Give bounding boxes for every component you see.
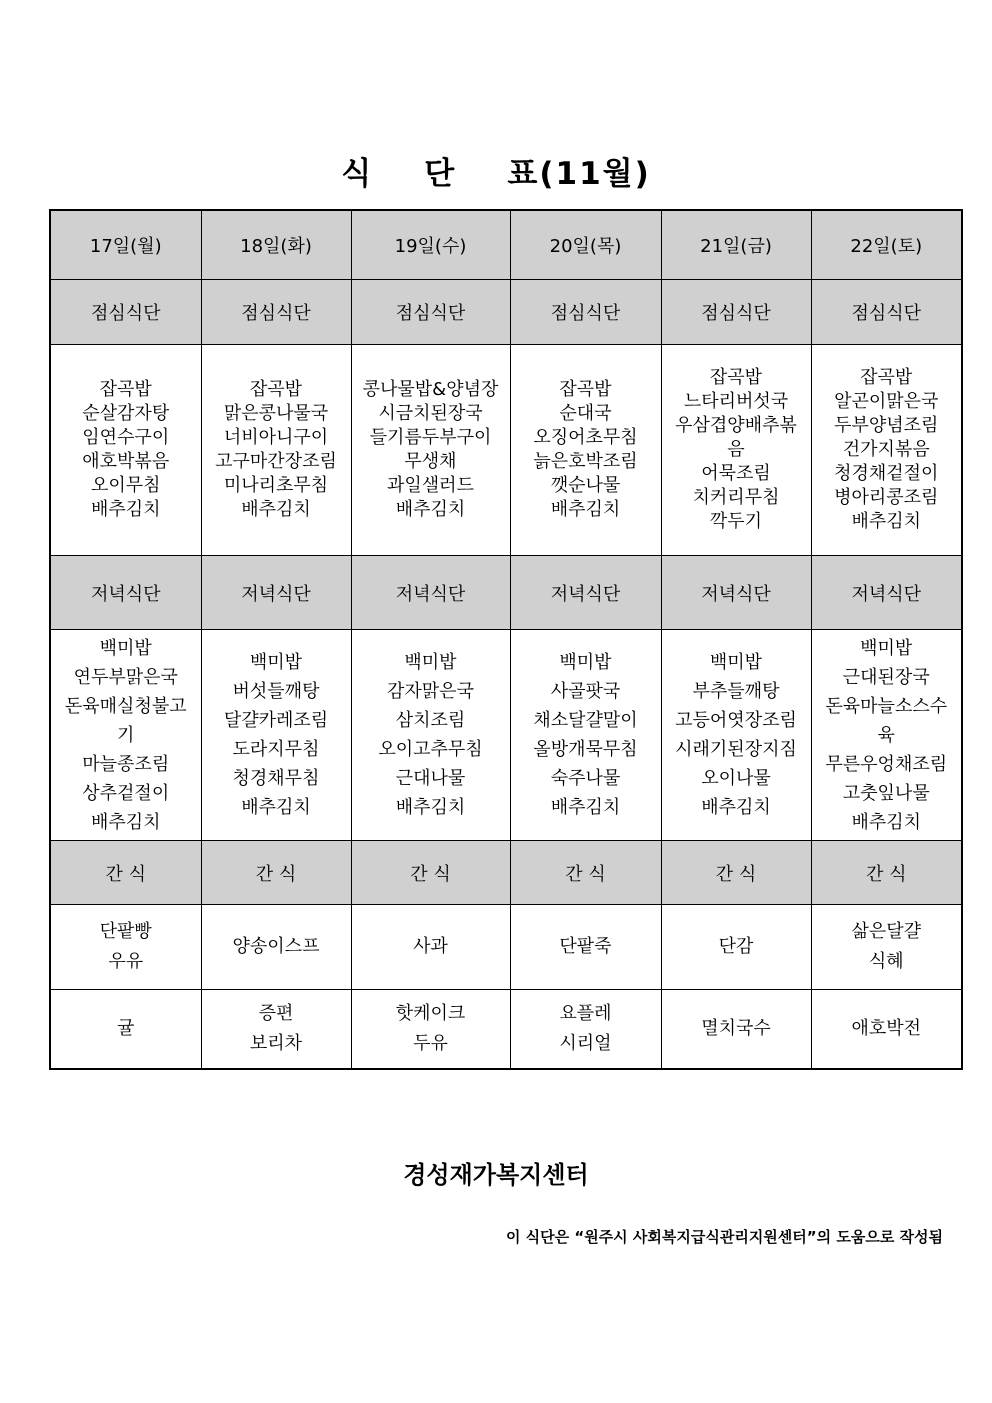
dinner-label: 저녁식단 — [50, 556, 201, 630]
menu-item: 연두부맑은국 — [73, 666, 178, 688]
snack-label: 간 식 — [50, 841, 201, 905]
menu-item: 오이고추무침 — [378, 739, 483, 760]
day-header-row — [50, 210, 962, 280]
menu-item: 배추김치 — [90, 499, 161, 520]
snack-label: 간 식 — [201, 841, 351, 905]
snack-label: 간 식 — [510, 841, 661, 905]
menu-item: 육 — [877, 724, 895, 746]
menu-item: 상추겉절이 — [82, 782, 170, 804]
menu-item: 도라지무침 — [232, 739, 320, 760]
menu-item: 고춧잎나물 — [842, 782, 930, 804]
day-header: 20일(목) — [510, 210, 661, 280]
menu-item: 우삼겹양배추볶 — [675, 415, 797, 436]
menu-item: 무른우엉채조림 — [825, 753, 948, 775]
menu-item: 멸치국수 — [701, 1018, 771, 1039]
menu-item: 백미밥 — [860, 637, 913, 659]
menu-item: 백미밥 — [99, 637, 152, 659]
dinner-header-row — [50, 556, 962, 630]
menu-item: 근대된장국 — [842, 666, 930, 688]
menu-item: 버섯들깨탕 — [232, 681, 320, 702]
menu-item: 오이나물 — [701, 768, 771, 789]
menu-item: 두유 — [413, 1033, 448, 1054]
snack-cell — [201, 905, 351, 990]
snack-cell — [351, 905, 510, 990]
menu-item: 배추김치 — [851, 811, 922, 833]
page-title: 식 단 표(11월) — [341, 156, 651, 192]
menu-item: 느타리버섯국 — [683, 391, 789, 412]
menu-item: 보리차 — [249, 1033, 303, 1054]
menu-item: 잡곡밥 — [709, 367, 763, 388]
menu-item: 감자맑은국 — [387, 681, 474, 702]
snack-cell — [510, 905, 661, 990]
menu-item: 사과 — [413, 936, 448, 957]
lunch-label: 점심식단 — [811, 280, 962, 345]
snack-label: 간 식 — [661, 841, 811, 905]
menu-item: 요플레 — [559, 1003, 612, 1024]
day-header: 19일(수) — [351, 210, 510, 280]
menu-item: 우유 — [108, 951, 144, 972]
menu-item: 백미밥 — [559, 652, 612, 673]
footer-note: 이 식단은 “원주시 사회복지급식관리지원센터”의 도움으로 작성됨 — [505, 1228, 943, 1246]
day-header: 22일(토) — [811, 210, 962, 280]
menu-item: 잡곡밥 — [860, 367, 913, 388]
snack-row-2 — [50, 990, 962, 1070]
dinner-label: 저녁식단 — [351, 556, 510, 630]
menu-item: 순살감자탕 — [82, 403, 170, 424]
menu-item: 숙주나물 — [550, 768, 621, 789]
menu-item: 배추김치 — [241, 499, 311, 520]
menu-item: 달걀카레조림 — [223, 710, 329, 731]
menu-item: 삶은달걀 — [851, 921, 922, 942]
dinner-menu-cell — [201, 630, 351, 841]
lunch-label: 점심식단 — [510, 280, 661, 345]
menu-item: 증편 — [258, 1003, 294, 1024]
menu-item: 돈육매실청불고 — [64, 695, 187, 717]
menu-item: 잡곡밥 — [559, 379, 612, 400]
dinner-menu-row — [50, 630, 962, 841]
menu-item: 시금치된장국 — [378, 403, 483, 424]
lunch-menu-row — [50, 345, 962, 556]
menu-item: 백미밥 — [709, 652, 763, 673]
menu-item: 맑은콩나물국 — [223, 403, 329, 424]
lunch-menu-cell — [510, 345, 661, 556]
center-name: 경성재가복지센터 — [403, 1161, 589, 1189]
day-header: 21일(금) — [661, 210, 811, 280]
menu-item: 임연수구이 — [82, 427, 170, 448]
menu-item: 귤 — [117, 1018, 135, 1039]
menu-item: 배추김치 — [90, 811, 161, 833]
menu-item: 콩나물밥&양념장 — [362, 379, 499, 400]
snack-label: 간 식 — [351, 841, 510, 905]
lunch-label: 점심식단 — [661, 280, 811, 345]
menu-item: 미나리초무침 — [223, 475, 329, 496]
lunch-menu-cell — [50, 345, 201, 556]
dinner-label: 저녁식단 — [510, 556, 661, 630]
menu-item: 백미밥 — [249, 652, 303, 673]
menu-item: 들기름두부구이 — [369, 427, 492, 448]
menu-item: 백미밥 — [404, 652, 457, 673]
dinner-menu-cell — [811, 630, 962, 841]
snack-cell — [661, 905, 811, 990]
lunch-label: 점심식단 — [201, 280, 351, 345]
menu-item: 돈육마늘소스수 — [825, 695, 948, 717]
menu-item: 순대국 — [559, 403, 612, 424]
menu-item: 치커리무침 — [692, 487, 780, 508]
menu-item: 늙은호박조림 — [533, 451, 638, 472]
menu-item: 청경채겉절이 — [834, 463, 939, 484]
menu-item: 병아리콩조림 — [834, 487, 939, 508]
snack-row-1 — [50, 905, 962, 990]
menu-item: 배추김치 — [395, 797, 466, 818]
menu-item: 배추김치 — [851, 511, 922, 532]
menu-item: 배추김치 — [701, 797, 771, 818]
menu-item: 시래기된장지짐 — [675, 739, 797, 760]
menu-item: 음 — [727, 439, 745, 460]
menu-item: 단팥빵 — [99, 921, 152, 942]
menu-item: 고등어엿장조림 — [675, 710, 797, 731]
snack-cell — [811, 905, 962, 990]
menu-item: 깻순나물 — [550, 475, 621, 496]
dinner-menu-cell — [50, 630, 201, 841]
snack-cell — [50, 990, 201, 1070]
menu-item: 애호박볶음 — [82, 451, 170, 472]
menu-item: 핫케이크 — [395, 1003, 466, 1024]
menu-item: 건가지볶음 — [842, 439, 930, 460]
day-header: 17일(월) — [50, 210, 201, 280]
menu-item: 근대나물 — [395, 768, 466, 789]
lunch-menu-cell — [661, 345, 811, 556]
dinner-label: 저녁식단 — [661, 556, 811, 630]
menu-item: 알곤이맑은국 — [834, 391, 939, 412]
lunch-menu-cell — [811, 345, 962, 556]
menu-item: 시리얼 — [559, 1033, 612, 1054]
menu-item: 배추김치 — [550, 499, 621, 520]
menu-item: 단감 — [718, 936, 754, 957]
dinner-label: 저녁식단 — [201, 556, 351, 630]
snack-cell — [811, 990, 962, 1070]
snack-cell — [510, 990, 661, 1070]
menu-item: 채소달걀말이 — [533, 710, 638, 731]
menu-item: 오징어초무침 — [533, 427, 638, 448]
menu-item: 청경채무침 — [232, 768, 320, 789]
menu-item: 마늘종조림 — [82, 753, 170, 775]
lunch-header-row — [50, 280, 962, 345]
menu-item: 부추들깨탕 — [692, 681, 780, 702]
snack-cell — [201, 990, 351, 1070]
menu-item: 올방개묵무침 — [533, 739, 638, 760]
snack-cell — [50, 905, 201, 990]
snack-header-row — [50, 841, 962, 905]
lunch-label: 점심식단 — [351, 280, 510, 345]
snack-label: 간 식 — [811, 841, 962, 905]
menu-item: 깍두기 — [709, 511, 763, 532]
menu-item: 애호박전 — [851, 1018, 922, 1039]
menu-item: 잡곡밥 — [249, 379, 303, 400]
menu-item: 삼치조림 — [395, 710, 466, 731]
menu-item: 기 — [117, 724, 135, 746]
day-header: 18일(화) — [201, 210, 351, 280]
menu-item: 고구마간장조림 — [215, 451, 337, 472]
dinner-label: 저녁식단 — [811, 556, 962, 630]
menu-item: 배추김치 — [241, 797, 311, 818]
menu-item: 잡곡밥 — [99, 379, 152, 400]
lunch-menu-cell — [201, 345, 351, 556]
menu-item: 배추김치 — [395, 499, 466, 520]
lunch-menu-cell — [351, 345, 510, 556]
menu-table — [49, 209, 963, 1070]
menu-item: 오이무침 — [90, 475, 161, 496]
menu-item: 배추김치 — [550, 797, 621, 818]
dinner-menu-cell — [661, 630, 811, 841]
snack-cell — [351, 990, 510, 1070]
menu-item: 어묵조림 — [701, 463, 771, 484]
menu-item: 양송이스프 — [232, 936, 320, 957]
menu-item: 식혜 — [868, 951, 904, 972]
menu-item: 너비아니구이 — [223, 427, 329, 448]
menu-item: 사골팟국 — [550, 681, 621, 702]
snack-cell — [661, 990, 811, 1070]
menu-item: 단팥죽 — [559, 936, 612, 957]
lunch-label: 점심식단 — [50, 280, 201, 345]
menu-item: 무생채 — [404, 451, 457, 472]
menu-item: 두부양념조림 — [834, 415, 939, 436]
dinner-menu-cell — [510, 630, 661, 841]
menu-item: 과일샐러드 — [387, 475, 474, 496]
dinner-menu-cell — [351, 630, 510, 841]
